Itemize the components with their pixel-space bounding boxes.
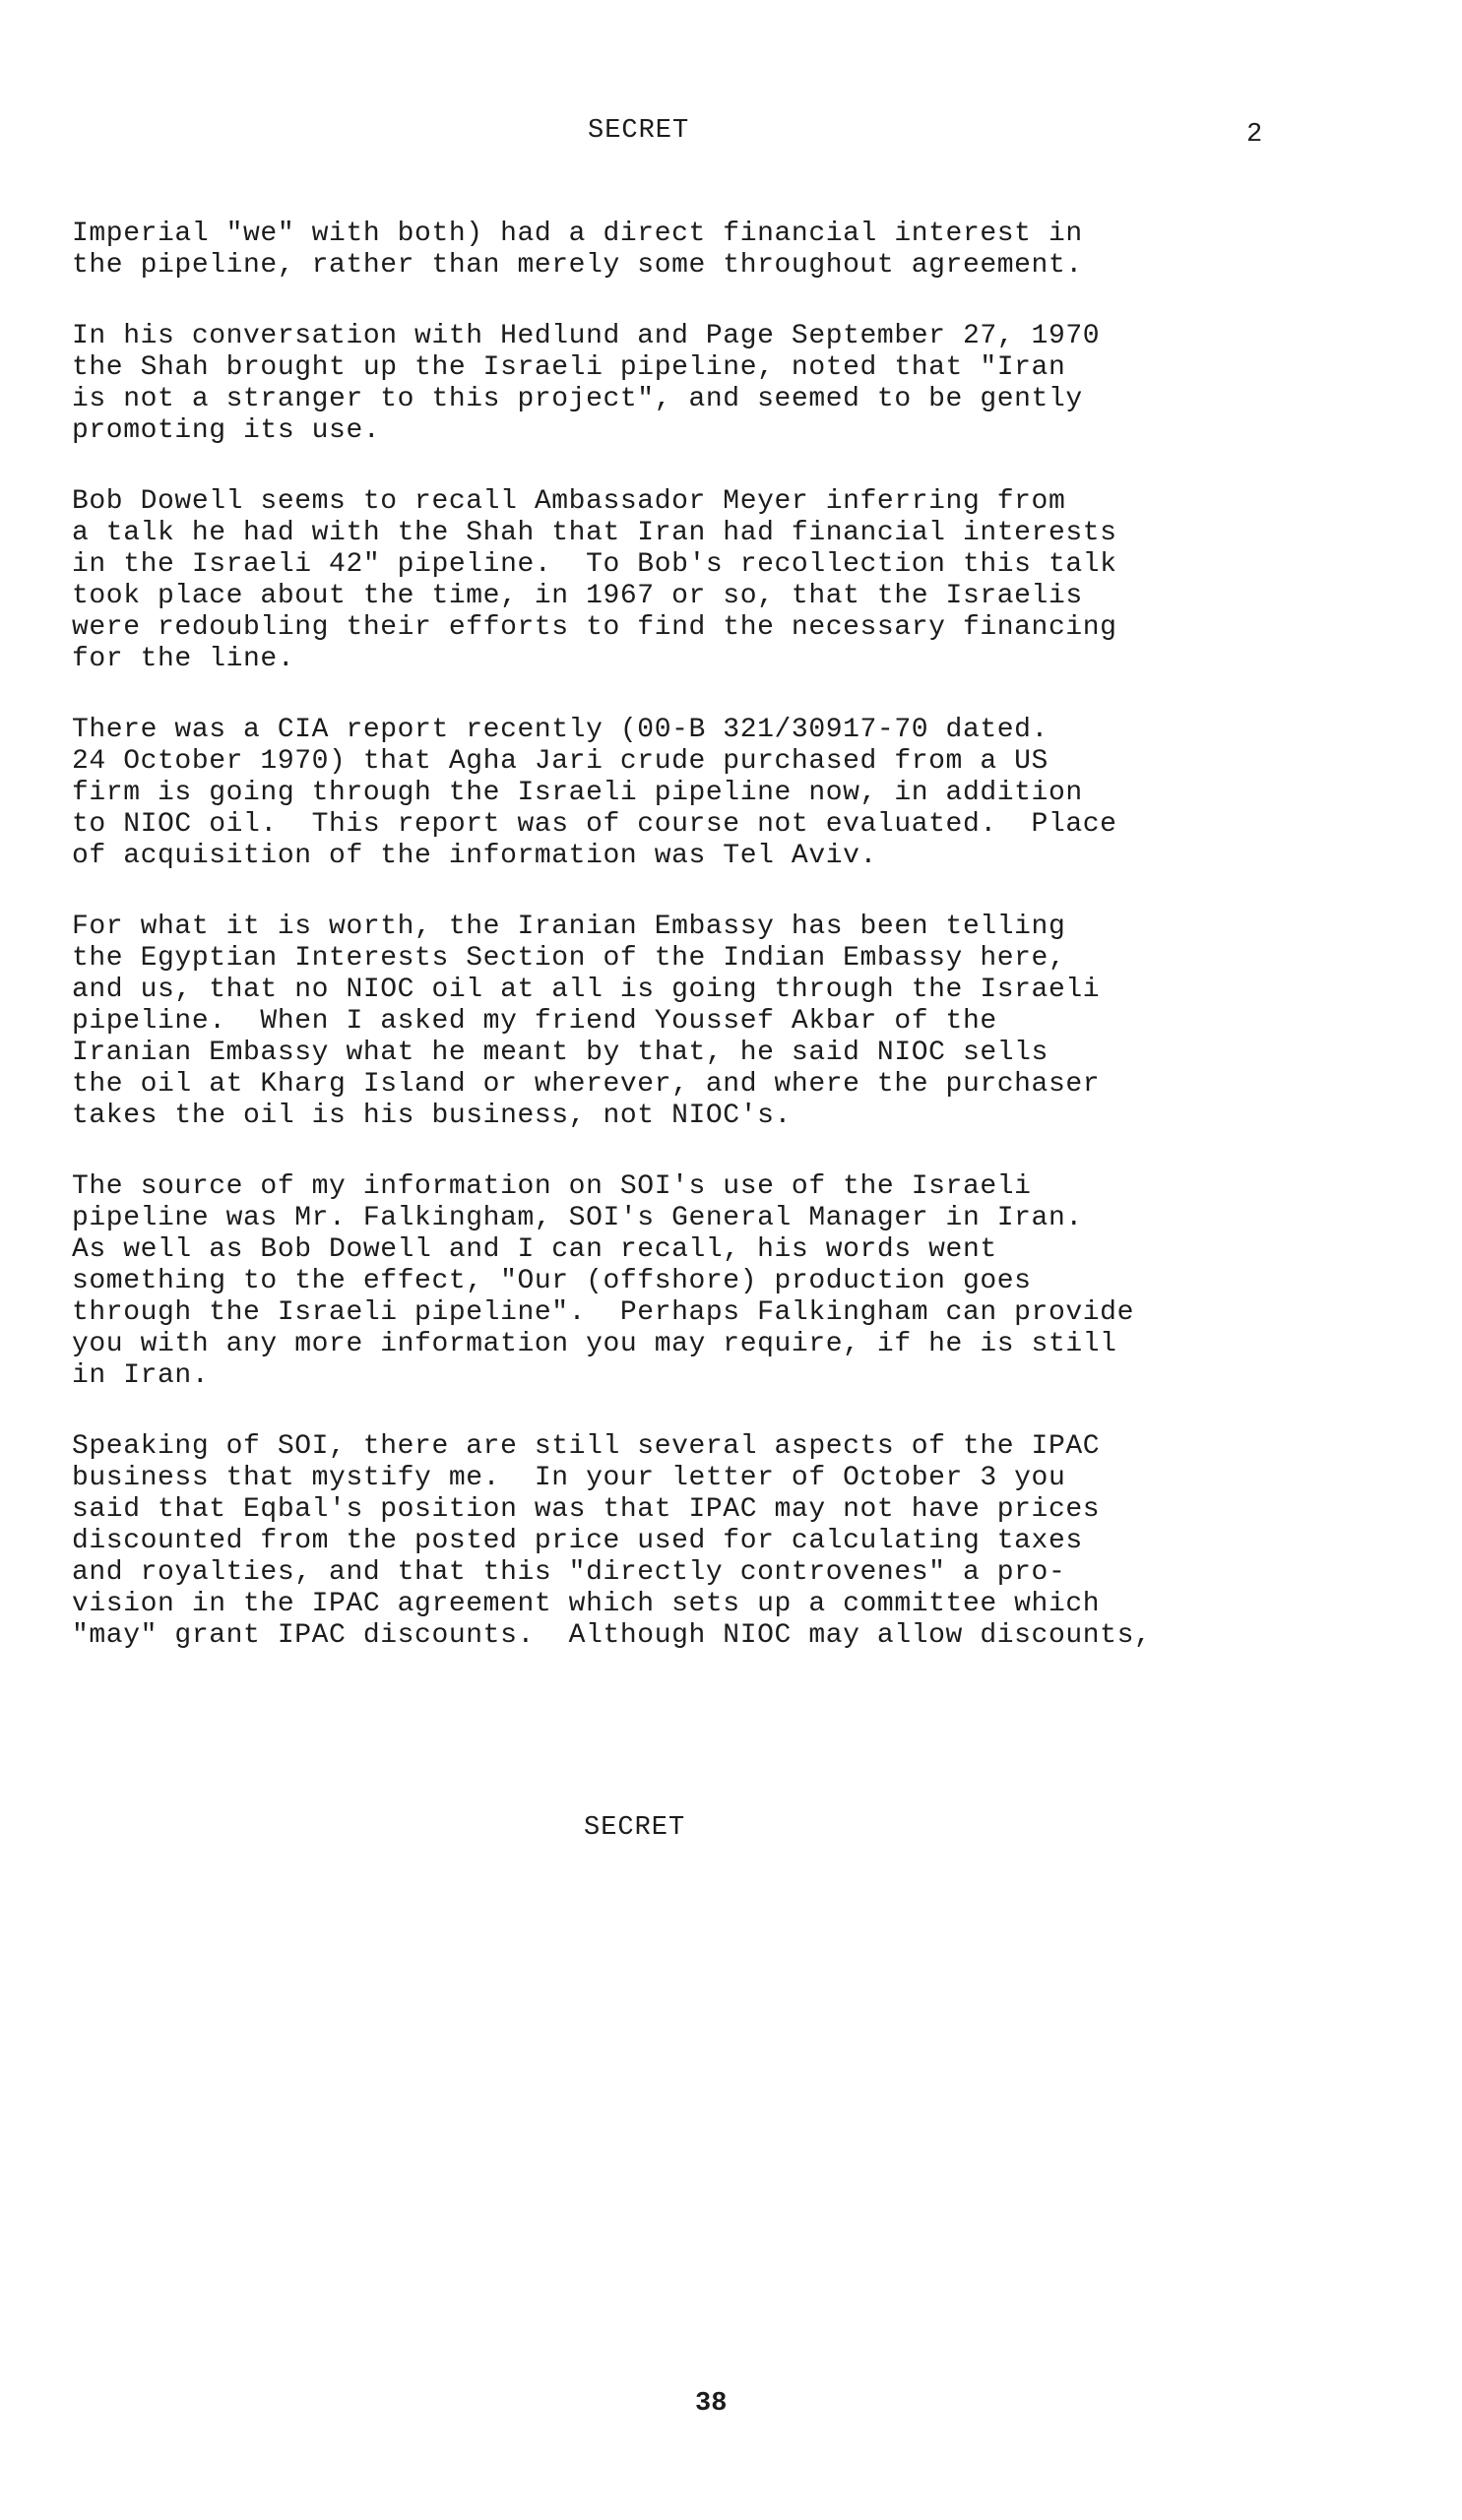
paragraph [72,1171,1421,1392]
text-line: and royalties, and that this "directly controvenes" a pro- [72,1557,1066,1588]
paragraph [72,486,1421,675]
text-line: were redoubling their efforts to find the necessary financing [72,612,1117,643]
text-line: Speaking of SOI, there are still several aspects of the IPAC [72,1431,1101,1462]
text-line: takes the oil is his business, not NIOC's. [72,1101,792,1131]
text-line: the pipeline, rather than merely some throughout agreement. [72,250,1083,281]
text-line: in Iran. [72,1360,210,1391]
text-line: Bob Dowell seems to recall Ambassador Meyer inferring from [72,486,1066,517]
text-line: took place about the time, in 1967 or so, that the Israelis [72,581,1083,611]
text-line: The source of my information on SOI's use of the Israeli [72,1171,1032,1202]
text-line: Iranian Embassy what he meant by that, he said NIOC sells [72,1038,1049,1068]
text-line: firm is going through the Israeli pipeline now, in addition [72,778,1083,808]
text-line: pipeline. When I asked my friend Youssef Akbar of the [72,1006,997,1037]
memo-body [72,219,1421,1691]
paragraph [72,1431,1421,1652]
header-classification: SECRET [588,116,690,146]
text-line: the Egyptian Interests Section of the Indian Embassy here, [72,943,1066,974]
text-line: for the line. [72,644,295,674]
text-line: something to the effect, "Our (offshore) production goes [72,1266,1032,1296]
text-line: promoting its use. [72,415,381,446]
text-line: discounted from the posted price used for calculating taxes [72,1526,1083,1556]
text-line: "may" grant IPAC discounts. Although NIOC may allow discounts, [72,1620,1152,1651]
text-line: 24 October 1970) that Agha Jari crude purchased from a US [72,746,1049,777]
text-line: In his conversation with Hedlund and Page September 27, 1970 [72,321,1101,351]
text-line: a talk he had with the Shah that Iran had financial interests [72,518,1117,548]
page-number: 2 [1246,120,1263,150]
text-line: in the Israeli 42" pipeline. To Bob's recollection this talk [72,549,1117,580]
text-line: said that Eqbal's position was that IPAC may not have prices [72,1494,1101,1525]
footer-classification: SECRET [584,1813,686,1843]
text-line: of acquisition of the information was Tel Aviv. [72,841,877,871]
text-line: vision in the IPAC agreement which sets up a committee which [72,1589,1101,1619]
paragraph [72,219,1421,282]
text-line: There was a CIA report recently (00-B 321/30917-70 dated. [72,715,1049,745]
paragraph [72,715,1421,872]
text-line: As well as Bob Dowell and I can recall, his words went [72,1234,997,1265]
text-line: through the Israeli pipeline". Perhaps Falkingham can provide [72,1297,1134,1328]
text-line: is not a stranger to this project", and seemed to be gently [72,384,1083,414]
text-line: For what it is worth, the Iranian Embassy has been telling [72,912,1066,942]
text-line: to NIOC oil. This report was of course not evaluated. Place [72,809,1117,840]
text-line: and us, that no NIOC oil at all is going through the Israeli [72,975,1101,1005]
text-line: business that mystify me. In your letter of October 3 you [72,1463,1066,1493]
text-line: you with any more information you may require, if he is still [72,1329,1117,1359]
text-line: the Shah brought up the Israeli pipeline, noted that "Iran [72,352,1066,383]
paragraph [72,321,1421,447]
text-line: Imperial "we" with both) had a direct financial interest in [72,219,1083,249]
paragraph [72,912,1421,1132]
folio-number: 38 [695,2389,728,2419]
text-line: pipeline was Mr. Falkingham, SOI's General Manager in Iran. [72,1203,1083,1233]
text-line: the oil at Kharg Island or wherever, and where the purchaser [72,1069,1101,1100]
